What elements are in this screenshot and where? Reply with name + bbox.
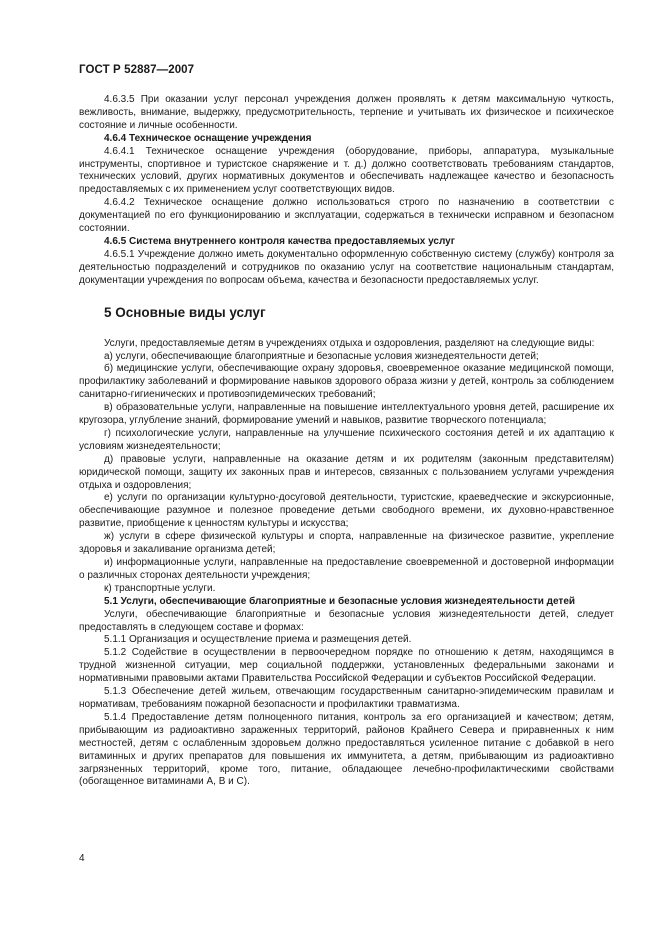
paragraph-4-6-4-2: 4.6.4.2 Техническое оснащение должно использоваться строго по назначению в соответствии с документацией по его функционированию и эксплуатации, содержаться в технически исправном и безопасном состоянии.: [79, 197, 614, 235]
list-item-d: д) правовые услуги, направленные на оказание детям и их родителям (законным представителям) юридической помощи, защиту их законных прав и интересов, связанных с пользованием услугами учреждения отдыха и оздоровления;: [79, 453, 614, 491]
list-item-v: в) образовательные услуги, направленные на повышение интеллектуального уровня детей, расширение их кругозора, углубление знаний, формирование умений и навыков, развитие творческого потенциала;: [79, 402, 614, 427]
paragraph-5-1: Услуги, обеспечивающие благоприятные и безопасные условия жизнедеятельности детей, следует предоставлять в следующем составе и формах:: [79, 608, 614, 633]
paragraph-5-1-2: 5.1.2 Содействие в осуществлении в первоочередном порядке по отношению к детям, находящимся в трудной жизненной ситуации, мер социальной поддержки, установленных федеральными законами и нормативными правовыми актами Правительства Российской Федерации и субъектов Российской Федерации.: [79, 647, 614, 685]
paragraph-5-1-3: 5.1.3 Обеспечение детей жильем, отвечающим государственным санитарно-эпидемическим правилам и нормативам, требованиям пожарной безопасности и профилактики травматизма.: [79, 686, 614, 710]
list-item-b: б) медицинские услуги, обеспечивающие охрану здоровья, своевременное оказание медицинской помощи, профилактику заболеваний и формирование навыков здорового образа жизни у детей, контроль за соблюдением санитарно-гигиенических и противоэпидемических требований;: [79, 363, 614, 401]
paragraph-4-6-4-1: 4.6.4.1 Техническое оснащение учреждения (оборудование, приборы, аппаратура, музыкальные инструменты, спортивное и туристское снаряжение и т. д.) должно соответствовать требованиям стандартов, технических условий, других нормативных документов и обеспечивать надлежащее качество и безопасность предоставляемых с их применением услуг соответствующих видов.: [79, 145, 614, 196]
page-number: 4: [79, 853, 85, 864]
heading-4-6-5: 4.6.5 Система внутреннего контроля качества предоставляемых услуг: [104, 235, 455, 247]
paragraph-5-1-4: 5.1.4 Предоставление детям полноценного питания, контроль за его организацией и качеством; детям, прибывающим из радиоактивно зараженных территорий, районов Крайнего Севера и приравненных к ним местностей, детям с ослабленным здоровьем должно предоставляться усиленное питание с добавкой в него витаминных и других препаратов для повышения их иммунитета, а детям, прибывающим из радиоактивно загрязненных территорий, кроме того, питание, обладающее лечебно-профилактическими свойствами (обогащенное витаминами А, В и С).: [79, 711, 614, 788]
paragraph-5-1-1: 5.1.1 Организация и осуществление приема и размещения детей.: [104, 634, 412, 646]
paragraph-4-6-3-5: 4.6.3.5 При оказании услуг персонал учреждения должен проявлять к детям максимальную чуткость, вежливость, внимание, выдержку, предусмотрительность, терпение и учитывать их физическое и психическое состояние и личные особенности.: [79, 94, 614, 131]
list-item-g: г) психологические услуги, направленные на улучшение психического состояния детей и их адаптацию к условиям жизнедеятельности;: [79, 427, 614, 452]
list-item-a: а) услуги, обеспечивающие благоприятные и безопасные условия жизнедеятельности детей;: [104, 350, 539, 362]
heading-5-1: 5.1 Услуги, обеспечивающие благоприятные и безопасные условия жизнедеятельности детей: [104, 595, 576, 607]
list-item-zh: ж) услуги в сфере физической культуры и спорта, направленные на физическое развитие, укрепление здоровья и закаливание организма детей;: [79, 531, 614, 556]
paragraph-intro: Услуги, предоставляемые детям в учреждениях отдыха и оздоровления, разделяют на следующие виды:: [104, 337, 595, 349]
document-header: ГОСТ Р 52887—2007: [79, 64, 195, 76]
heading-4-6-4: 4.6.4 Техническое оснащение учреждения: [104, 132, 312, 144]
section-5-title: 5 Основные виды услуг: [104, 304, 266, 320]
list-item-i: и) информационные услуги, направленные на предоставление своевременной и достоверной информации о различных сторонах деятельности учреждения;: [79, 557, 614, 581]
document-body: [79, 94, 614, 789]
list-item-e: е) услуги по организации культурно-досуговой деятельности, туристские, краеведческие и экскурсионные, обеспечивающие разумное и полезное проведение детьми свободного времени, их духовно-нравственное развитие, приобщение к ценностям культуры и искусства;: [79, 492, 614, 530]
paragraph-4-6-5-1: 4.6.5.1 Учреждение должно иметь документально оформленную собственную систему (службу) контроля за деятельностью подразделений и сотрудников по оказанию услуг на соответствие национальным стандартам, документации учреждения по вопросам объема, качества и безопасности предоставляемых услуг.: [79, 248, 614, 286]
list-item-k: к) транспортные услуги.: [104, 582, 216, 594]
